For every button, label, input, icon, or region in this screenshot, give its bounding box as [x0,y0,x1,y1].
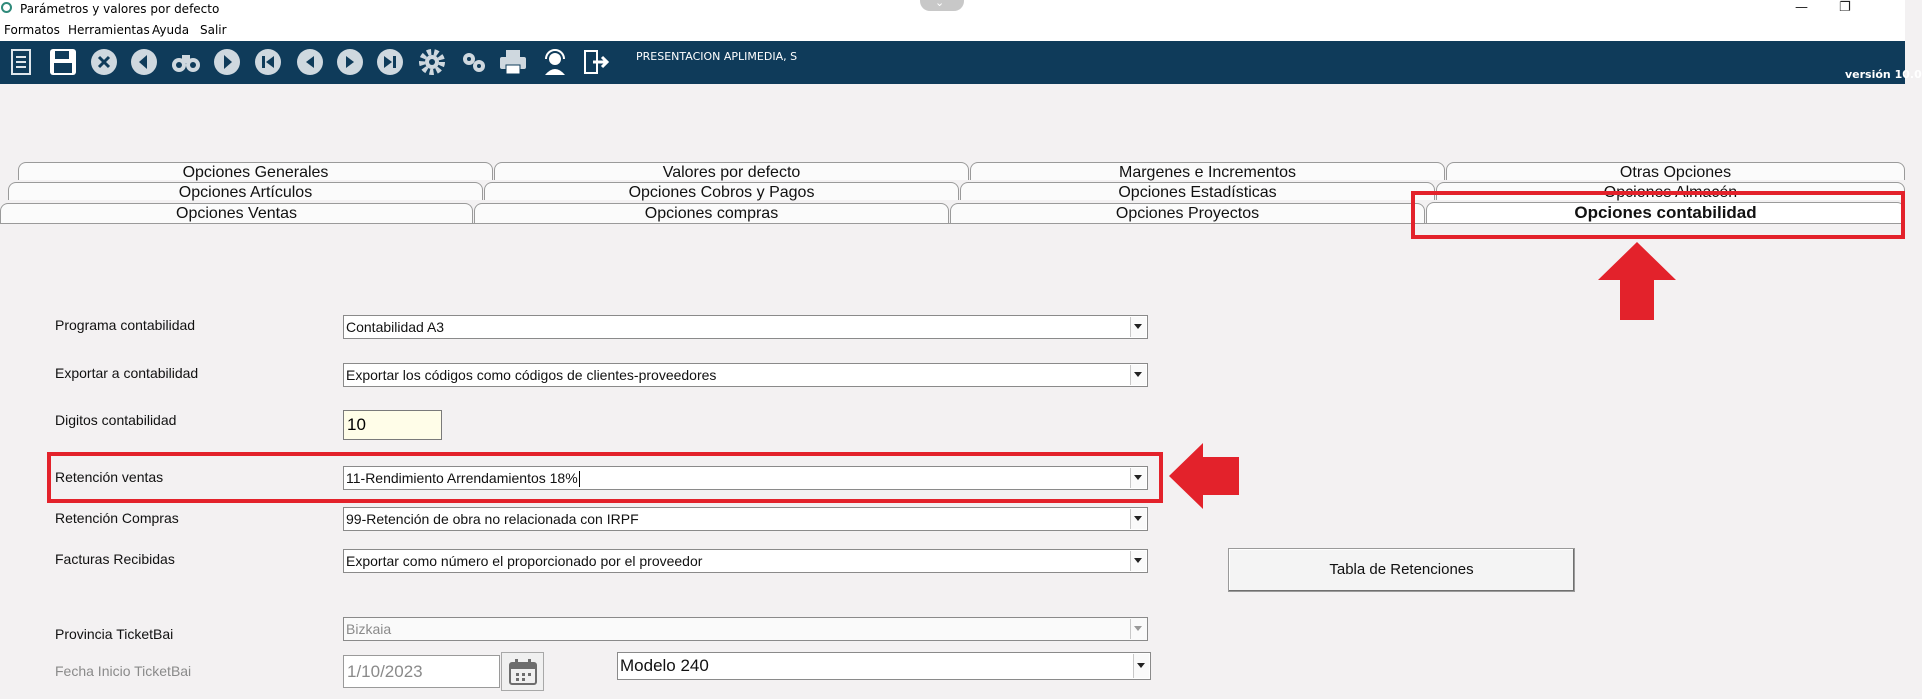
menu-formatos[interactable]: Formatos [4,23,60,37]
company-name: PRESENTACION APLIMEDIA, S [636,50,798,63]
next-record-icon[interactable] [335,47,365,77]
menu-herramientas[interactable]: Herramientas [68,23,150,37]
title-bar [0,0,1905,21]
printer-icon[interactable] [498,47,528,77]
exit-door-icon[interactable] [581,47,611,77]
settings-gear-icon[interactable] [417,47,447,77]
retencion-ventas-value: 11-Rendimiento Arrendamientos 18% [346,470,578,486]
tab-margenes-incrementos[interactable]: Margenes e Incrementos [970,162,1445,180]
tab-valores-por-defecto[interactable]: Valores por defecto [494,162,969,180]
support-agent-icon[interactable] [540,47,570,77]
digitos-label: Digitos contabilidad [55,412,177,428]
calendar-button[interactable] [501,652,544,691]
window-title: Parámetros y valores por defecto [20,2,220,16]
fecha-label: Fecha Inicio TicketBai [55,663,192,679]
chevron-down-icon[interactable] [1130,317,1146,337]
collapse-chevron-icon[interactable]: ⌄ [920,0,964,11]
provincia-label: Provincia TicketBai [55,626,174,642]
previous-record-icon[interactable] [295,47,325,77]
left-arrow-annotation-icon [1167,441,1241,511]
retencion-ventas-highlight [47,452,1163,503]
restore-icon[interactable]: ❐ [1839,0,1851,15]
back-icon[interactable] [129,47,159,77]
tab-opciones-estadisticas[interactable]: Opciones Estadísticas [960,182,1435,200]
tab-opciones-proyectos[interactable]: Opciones Proyectos [950,203,1425,224]
up-arrow-annotation-icon [1596,240,1678,322]
facturas-label: Facturas Recibidas [55,551,175,567]
chevron-down-icon[interactable] [1130,365,1146,385]
app-logo-icon [1,2,12,13]
retencion-compras-label: Retención Compras [55,510,179,526]
save-icon[interactable] [48,47,78,77]
modelo-value: Modelo 240 [620,656,709,675]
programa-label: Programa contabilidad [55,317,196,333]
provincia-select [343,617,1148,641]
facturas-select[interactable] [343,549,1148,573]
chevron-down-icon[interactable] [1133,654,1149,678]
fecha-input: 1/10/2023 [343,655,500,688]
tab-opciones-almacen[interactable]: Opciones Almacén [1436,182,1905,200]
tab-opciones-ventas[interactable]: Opciones Ventas [0,203,473,224]
retencion-ventas-label: Retención ventas [55,469,164,485]
exportar-select[interactable] [343,363,1148,387]
first-record-icon[interactable] [253,47,283,77]
digitos-input[interactable]: 10 [343,410,442,440]
calendar-icon [508,658,538,686]
retencion-compras-value: 99-Retención de obra no relacionada con IRPF [346,511,639,527]
exportar-value: Exportar los códigos como códigos de clientes-proveedores [346,367,717,383]
play-forward-icon[interactable] [212,47,242,77]
tabla-retenciones-button[interactable]: Tabla de Retenciones [1228,548,1575,592]
tab-otras-opciones[interactable]: Otras Opciones [1446,162,1905,180]
menu-bar [0,21,1905,41]
provincia-value: Bizkaia [346,621,392,637]
toolbar [0,41,1922,84]
chevron-down-icon [1130,619,1146,639]
programa-value: Contabilidad A3 [346,319,445,335]
new-document-icon[interactable] [6,47,36,77]
chevron-down-icon[interactable] [1130,509,1146,529]
active-tab-highlight [1411,191,1905,239]
menu-ayuda[interactable]: Ayuda [152,23,190,37]
exportar-label: Exportar a contabilidad [55,365,199,381]
tab-opciones-generales[interactable]: Opciones Generales [18,162,493,180]
tab-opciones-articulos[interactable]: Opciones Artículos [8,182,483,200]
facturas-value: Exportar como número el proporcionado por el proveedor [346,553,703,569]
multi-gear-icon[interactable] [458,47,488,77]
modelo-select[interactable] [617,652,1151,680]
tab-opciones-cobros-pagos[interactable]: Opciones Cobros y Pagos [484,182,959,200]
close-icon[interactable] [89,47,119,77]
menu-salir[interactable]: Salir [200,23,227,37]
minimize-icon[interactable]: — [1795,0,1808,15]
programa-select[interactable] [343,315,1148,339]
binoculars-icon[interactable] [171,47,201,77]
tab-opciones-contabilidad[interactable]: Opciones contabilidad [1426,202,1905,224]
tab-opciones-compras[interactable]: Opciones compras [474,203,949,224]
last-record-icon[interactable] [375,47,405,77]
version-label: versión 10.0 [1845,68,1922,81]
chevron-down-icon[interactable] [1130,551,1146,571]
retencion-compras-select[interactable] [343,507,1148,531]
